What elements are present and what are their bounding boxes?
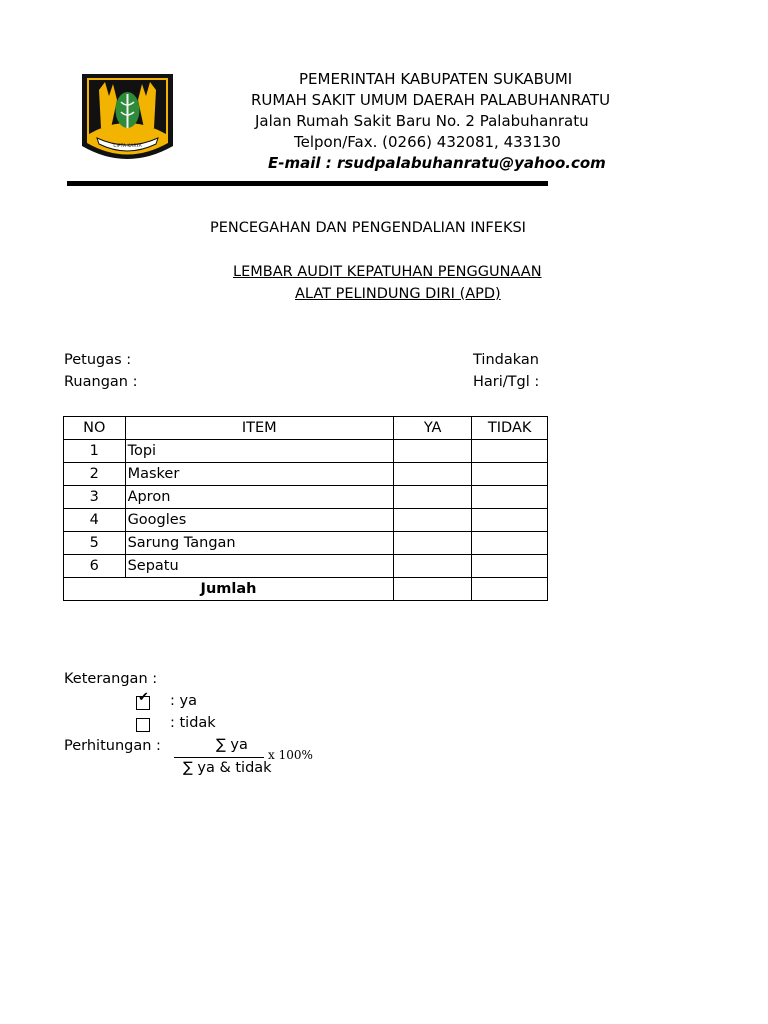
empty-box-icon: [136, 718, 150, 732]
checkmark-icon: ✔: [138, 690, 149, 705]
row-no: 5: [64, 532, 126, 555]
row-item: Apron: [125, 486, 393, 509]
legend-ya: : ya: [170, 693, 197, 709]
row-ya-cell[interactable]: [394, 463, 472, 486]
logo-motto: CIPTA KARYA: [113, 144, 142, 149]
row-no: 2: [64, 463, 126, 486]
calc-label: Perhitungan :: [64, 738, 161, 754]
form-title-line2: ALAT PELINDUNG DIRI (APD): [295, 286, 501, 302]
table-header-row: [64, 417, 548, 440]
letterhead-government: PEMERINTAH KABUPATEN SUKABUMI: [299, 70, 573, 88]
row-item: Masker: [125, 463, 393, 486]
header-item: ITEM: [125, 417, 393, 440]
letterhead-address: Jalan Rumah Sakit Baru No. 2 Palabuhanratu: [255, 112, 589, 130]
total-row: [64, 578, 548, 601]
calc-numerator: ∑ ya: [216, 737, 248, 753]
header-no: NO: [64, 417, 126, 440]
header-ya: YA: [394, 417, 472, 440]
table-row: [64, 486, 548, 509]
table-row: [64, 509, 548, 532]
row-ya-cell[interactable]: [394, 440, 472, 463]
regency-emblem-logo: [79, 72, 176, 166]
legend-tidak: : tidak: [170, 715, 216, 731]
tindakan-label: Tindakan: [473, 352, 539, 368]
letterhead-hospital: RUMAH SAKIT UMUM DAERAH PALABUHANRATU: [251, 91, 611, 109]
row-ya-cell[interactable]: [394, 532, 472, 555]
hari-tgl-label: Hari/Tgl :: [473, 374, 540, 390]
row-no: 3: [64, 486, 126, 509]
fraction-line: [174, 757, 264, 758]
table-row: [64, 555, 548, 578]
row-item: Sepatu: [125, 555, 393, 578]
calc-denominator: ∑ ya & tidak: [183, 760, 272, 776]
row-tidak-cell[interactable]: [472, 555, 548, 578]
letterhead-divider: [67, 181, 548, 186]
row-item: Googles: [125, 509, 393, 532]
legend-title: Keterangan :: [64, 671, 158, 687]
row-ya-cell[interactable]: [394, 486, 472, 509]
apd-audit-table: [63, 416, 548, 601]
table-row: [64, 440, 548, 463]
total-label: Jumlah: [64, 578, 394, 601]
row-item: Topi: [125, 440, 393, 463]
row-no: 4: [64, 509, 126, 532]
petugas-label: Petugas :: [64, 352, 132, 368]
letterhead-email: E-mail : rsudpalabuhanratu@yahoo.com: [268, 154, 606, 172]
section-title: PENCEGAHAN DAN PENGENDALIAN INFEKSI: [210, 220, 526, 236]
table-row: [64, 532, 548, 555]
row-tidak-cell[interactable]: [472, 486, 548, 509]
row-no: 1: [64, 440, 126, 463]
row-item: Sarung Tangan: [125, 532, 393, 555]
total-tidak-cell[interactable]: [472, 578, 548, 601]
total-ya-cell[interactable]: [394, 578, 472, 601]
row-ya-cell[interactable]: [394, 509, 472, 532]
table-row: [64, 463, 548, 486]
row-tidak-cell[interactable]: [472, 440, 548, 463]
letterhead-phone: Telpon/Fax. (0266) 432081, 433130: [294, 133, 561, 151]
calc-multiplier: x 100%: [268, 748, 313, 762]
ruangan-label: Ruangan :: [64, 374, 138, 390]
row-tidak-cell[interactable]: [472, 509, 548, 532]
row-tidak-cell[interactable]: [472, 463, 548, 486]
form-title-line1: LEMBAR AUDIT KEPATUHAN PENGGUNAAN: [233, 264, 542, 280]
row-no: 6: [64, 555, 126, 578]
row-ya-cell[interactable]: [394, 555, 472, 578]
header-tidak: TIDAK: [472, 417, 548, 440]
row-tidak-cell[interactable]: [472, 532, 548, 555]
checked-box-icon: [136, 690, 150, 710]
